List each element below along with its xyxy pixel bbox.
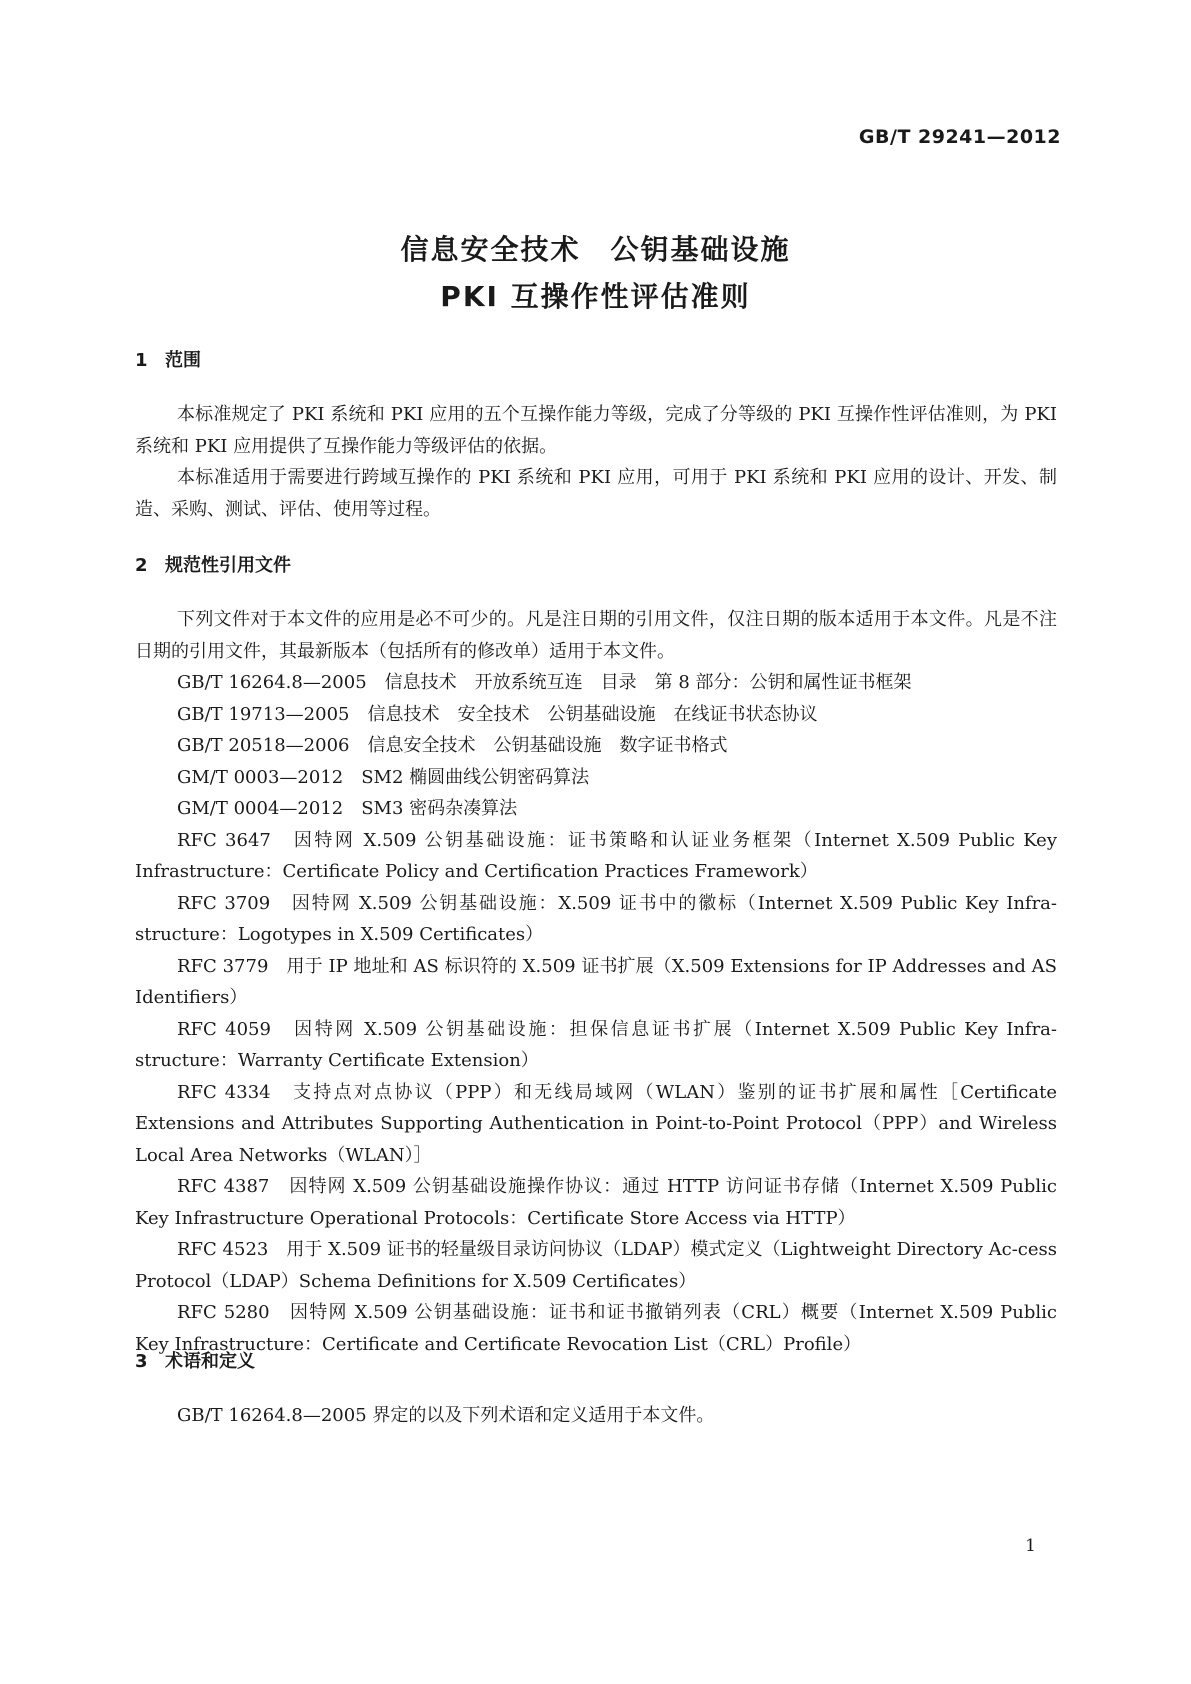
reference-item: RFC 3709 因特网 X.509 公钥基础设施：X.509 证书中的徽标（Internet X.509 Public Key Infra-structure：Logotypes in X.509 Certificates） [135, 892, 1057, 945]
section-number: 2 [135, 555, 148, 576]
section-heading-scope [135, 346, 201, 372]
reference-item: GM/T 0003—2012 SM2 椭圆曲线公钥密码算法 [177, 766, 590, 788]
section-number: 1 [135, 350, 148, 371]
reference-item: GB/T 20518—2006 信息安全技术 公钥基础设施 数字证书格式 [177, 735, 728, 756]
reference-item: RFC 4059 因特网 X.509 公钥基础设施：担保信息证书扩展（Internet X.509 Public Key Infra-structure：Warranty Certificate Extension） [135, 1018, 1057, 1071]
section-heading-normative-references [135, 551, 291, 577]
reference-item: GM/T 0004—2012 SM3 密码杂凑算法 [177, 798, 518, 819]
paragraph: 本标准规定了 PKI 系统和 PKI 应用的五个互操作能力等级，完成了分等级的 PKI 互操作性评估准则，为 PKI 系统和 PKI 应用提供了互操作能力等级评估的依据。 [135, 404, 1057, 457]
section-body-normative-references [135, 604, 1057, 667]
page-number: 1 [1025, 1536, 1036, 1556]
standard-code: GB/T 29241—2012 [858, 126, 1061, 148]
paragraph: GB/T 16264.8—2005 界定的以及下列术语和定义适用于本文件。 [177, 1405, 715, 1426]
reference-list [135, 667, 1057, 1360]
reference-item: GB/T 19713—2005 信息技术 安全技术 公钥基础设施 在线证书状态协议 [177, 703, 818, 725]
reference-item: GB/T 16264.8—2005 信息技术 开放系统互连 目录 第 8 部分：公钥和属性证书框架 [177, 672, 912, 693]
reference-item: RFC 3647 因特网 X.509 公钥基础设施：证书策略和认证业务框架（Internet X.509 Public Key Infrastructure：Certificate Policy and Certification Practices Framework） [135, 829, 1057, 882]
section-title: 规范性引用文件 [165, 555, 291, 576]
section-heading-terms-definitions [135, 1347, 255, 1373]
reference-item: RFC 4523 用于 X.509 证书的轻量级目录访问协议（LDAP）模式定义（Lightweight Directory Ac-cess Protocol（LDAP）Schema Definitions for X.509 Certificates） [135, 1239, 1057, 1292]
section-title: 范围 [165, 350, 201, 371]
document-title-line1: 信息安全技术 公钥基础设施 [400, 233, 791, 266]
reference-item: RFC 5280 因特网 X.509 公钥基础设施：证书和证书撤销列表（CRL）概要（Internet X.509 Public Key Infrastructure：Certificate and Certificate Revocation List（CRL）Profile） [135, 1302, 1057, 1355]
reference-item: RFC 3779 用于 IP 地址和 AS 标识符的 X.509 证书扩展（X.509 Extensions for IP Addresses and AS Identifiers） [135, 955, 1057, 1008]
paragraph: 本标准适用于需要进行跨域互操作的 PKI 系统和 PKI 应用，可用于 PKI 系统和 PKI 应用的设计、开发、制造、采购、测试、评估、使用等过程。 [135, 467, 1057, 520]
reference-item: RFC 4334 支持点对点协议（PPP）和无线局域网（WLAN）鉴别的证书扩展和属性［Certificate Extensions and Attributes Supporting Authentication in Point-to-Point Protocol（PPP）and Wireless Local Area Networks（WLAN）］ [135, 1081, 1057, 1166]
section-number: 3 [135, 1351, 148, 1372]
document-title-line2: PKI 互操作性评估准则 [440, 280, 751, 313]
section-title: 术语和定义 [165, 1351, 255, 1372]
reference-item: RFC 4387 因特网 X.509 公钥基础设施操作协议：通过 HTTP 访问证书存储（Internet X.509 Public Key Infrastructure Operational Protocols：Certificate Store Access via HTTP） [135, 1176, 1057, 1229]
section-body-terms-definitions [135, 1400, 1057, 1432]
paragraph: 下列文件对于本文件的应用是必不可少的。凡是注日期的引用文件，仅注日期的版本适用于本文件。凡是不注日期的引用文件，其最新版本（包括所有的修改单）适用于本文件。 [135, 609, 1057, 662]
section-body-scope [135, 399, 1057, 525]
